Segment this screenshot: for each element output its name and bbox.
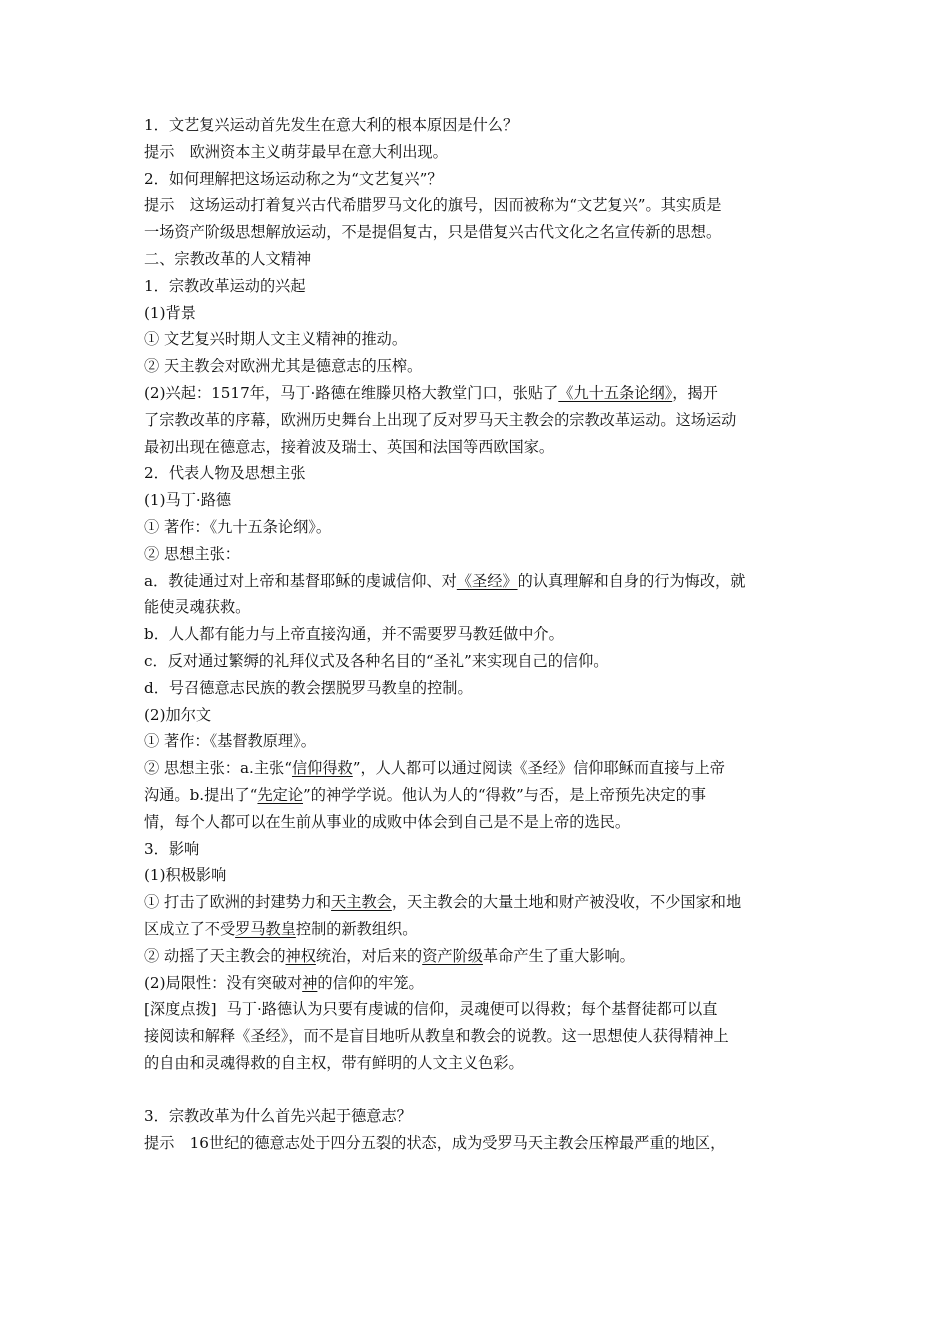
text: 马丁·路德认为只要有虔诚的信仰，灵魂便可以得救；每个基督徒都可以直 — [226, 1000, 718, 1019]
subsection-heading: 2．代表人物及思想主张 — [144, 464, 306, 483]
luther-point-a-line-1 — [144, 568, 814, 595]
calvin-thought-line-3: 情，每个人都可以在生前从事业的成败中体会到自己是不是上帝的选民。 — [144, 812, 630, 831]
text: ② 思想主张：a.主张“ — [144, 759, 292, 778]
positive-a-line-1 — [144, 889, 814, 916]
positive-heading: (1)积极影响 — [144, 866, 227, 885]
underlined-term: 信仰得救 — [291, 759, 353, 778]
text: 的认真理解和自身的行为悔改，就 — [517, 571, 746, 590]
answer-text: 这场运动打着复兴古代希腊罗马文化的旗号，因而被称为“文艺复兴”。其实质是 — [189, 196, 722, 215]
deep-insight-label: [深度点拨] — [144, 1000, 217, 1019]
answer-text: 16世纪的德意志处于四分五裂的状态，成为受罗马天主教会压榨最严重的地区， — [189, 1134, 726, 1153]
deep-insight-line-1 — [144, 996, 814, 1023]
subsection-heading: 3．影响 — [144, 839, 200, 858]
question-3: 3．宗教改革为什么首先兴起于德意志？ — [144, 1107, 412, 1126]
background-heading: (1)背景 — [144, 303, 196, 322]
hint-label: 提示 — [144, 142, 175, 161]
text: ② 动摇了天主教会的 — [144, 946, 286, 965]
hint-label: 提示 — [144, 1134, 175, 1153]
luther-heading: (1)马丁·路德 — [144, 491, 232, 510]
luther-point-c: c．反对通过繁缛的礼拜仪式及各种名目的“圣礼”来实现自己的信仰。 — [144, 651, 609, 670]
text: (2)兴起：1517年，马丁·路德在维滕贝格大教堂门口，张贴了 — [144, 383, 559, 402]
text: ① 打击了欧洲的封建势力和 — [144, 893, 332, 912]
calvin-heading: (2)加尔文 — [144, 705, 212, 724]
underlined-term: 罗马教皇 — [235, 919, 296, 938]
deep-insight-line-2: 接阅读和解释《圣经》，而不是盲目地听从教皇和教会的说教。这一思想使人获得精神上 — [144, 1027, 729, 1046]
underlined-term: 《圣经》 — [456, 571, 518, 590]
calvin-work: ① 著作：《基督教原理》。 — [144, 732, 316, 751]
deep-insight-line-3: 的自由和灵魂得救的自主权，带有鲜明的人文主义色彩。 — [144, 1053, 524, 1072]
document-page — [144, 112, 814, 1157]
answer-2-line-1 — [144, 192, 814, 219]
underlined-term: 《九十五条论纲》 — [558, 383, 673, 402]
text: ”的神学学说。他认为人的“得救”与否，是上帝预先决定的事 — [303, 785, 706, 804]
text: 沟通。b.提出了“ — [144, 785, 258, 804]
answer-2-line-2: 一场资产阶级思想解放运动，不是提倡复古，只是借复兴古代文化之名宣传新的思想。 — [144, 223, 722, 242]
question-2: 2．如何理解把这场运动称之为“文艺复兴”？ — [144, 169, 443, 188]
rise-line-2: 了宗教改革的序幕，欧洲历史舞台上出现了反对罗马天主教会的宗教改革运动。这场运动 — [144, 410, 737, 429]
text: 区成立了不受 — [144, 919, 236, 938]
subsection-heading: 1．宗教改革运动的兴起 — [144, 276, 306, 295]
rise-line-1 — [144, 380, 814, 407]
underlined-term: 先定论 — [257, 785, 304, 804]
limitation — [144, 970, 814, 997]
text: 革命产生了重大影响。 — [482, 946, 635, 965]
background-item: ① 文艺复兴时期人文主义精神的推动。 — [144, 330, 408, 349]
background-item: ② 天主教会对欧洲尤其是德意志的压榨。 — [144, 357, 423, 376]
text: (2)局限性：没有突破对 — [144, 973, 303, 992]
underlined-term: 神 — [302, 973, 318, 992]
text: ，天主教会的大量土地和财产被没收，不少国家和地 — [391, 893, 742, 912]
question-1: 1．文艺复兴运动首先发生在意大利的根本原因是什么？ — [144, 116, 519, 134]
text: 的信仰的牢笼。 — [317, 973, 424, 992]
rise-line-3: 最初出现在德意志，接着波及瑞士、英国和法国等西欧国家。 — [144, 437, 555, 456]
section-heading: 二、宗教改革的人文精神 — [144, 249, 312, 268]
text: a．教徒通过对上帝和基督耶稣的虔诚信仰、对 — [144, 571, 457, 590]
underlined-term: 资产阶级 — [422, 946, 483, 965]
calvin-thought-line-2 — [144, 782, 814, 809]
underlined-term: 神权 — [285, 946, 316, 965]
luther-point-a-line-2: 能使灵魂获救。 — [144, 598, 251, 617]
answer-1 — [144, 139, 814, 166]
luther-work: ① 著作：《九十五条论纲》。 — [144, 517, 332, 536]
luther-point-b: b．人人都有能力与上帝直接沟通，并不需要罗马教廷做中介。 — [144, 625, 564, 644]
text: ”，人人都可以通过阅读《圣经》信仰耶稣而直接与上帝 — [352, 759, 725, 778]
hint-label: 提示 — [144, 196, 175, 215]
positive-a-line-2 — [144, 916, 814, 943]
positive-b — [144, 943, 814, 970]
calvin-thought-line-1 — [144, 755, 814, 782]
luther-thought-heading: ② 思想主张： — [144, 544, 240, 563]
underlined-term: 天主教会 — [331, 893, 392, 912]
luther-point-d: d．号召德意志民族的教会摆脱罗马教皇的控制。 — [144, 678, 473, 697]
answer-text: 欧洲资本主义萌芽最早在意大利出现。 — [189, 142, 448, 161]
answer-3 — [144, 1130, 814, 1157]
text: ，揭开 — [672, 383, 718, 402]
text: 控制的新教组织。 — [295, 919, 418, 938]
text: 统治，对后来的 — [315, 946, 423, 965]
